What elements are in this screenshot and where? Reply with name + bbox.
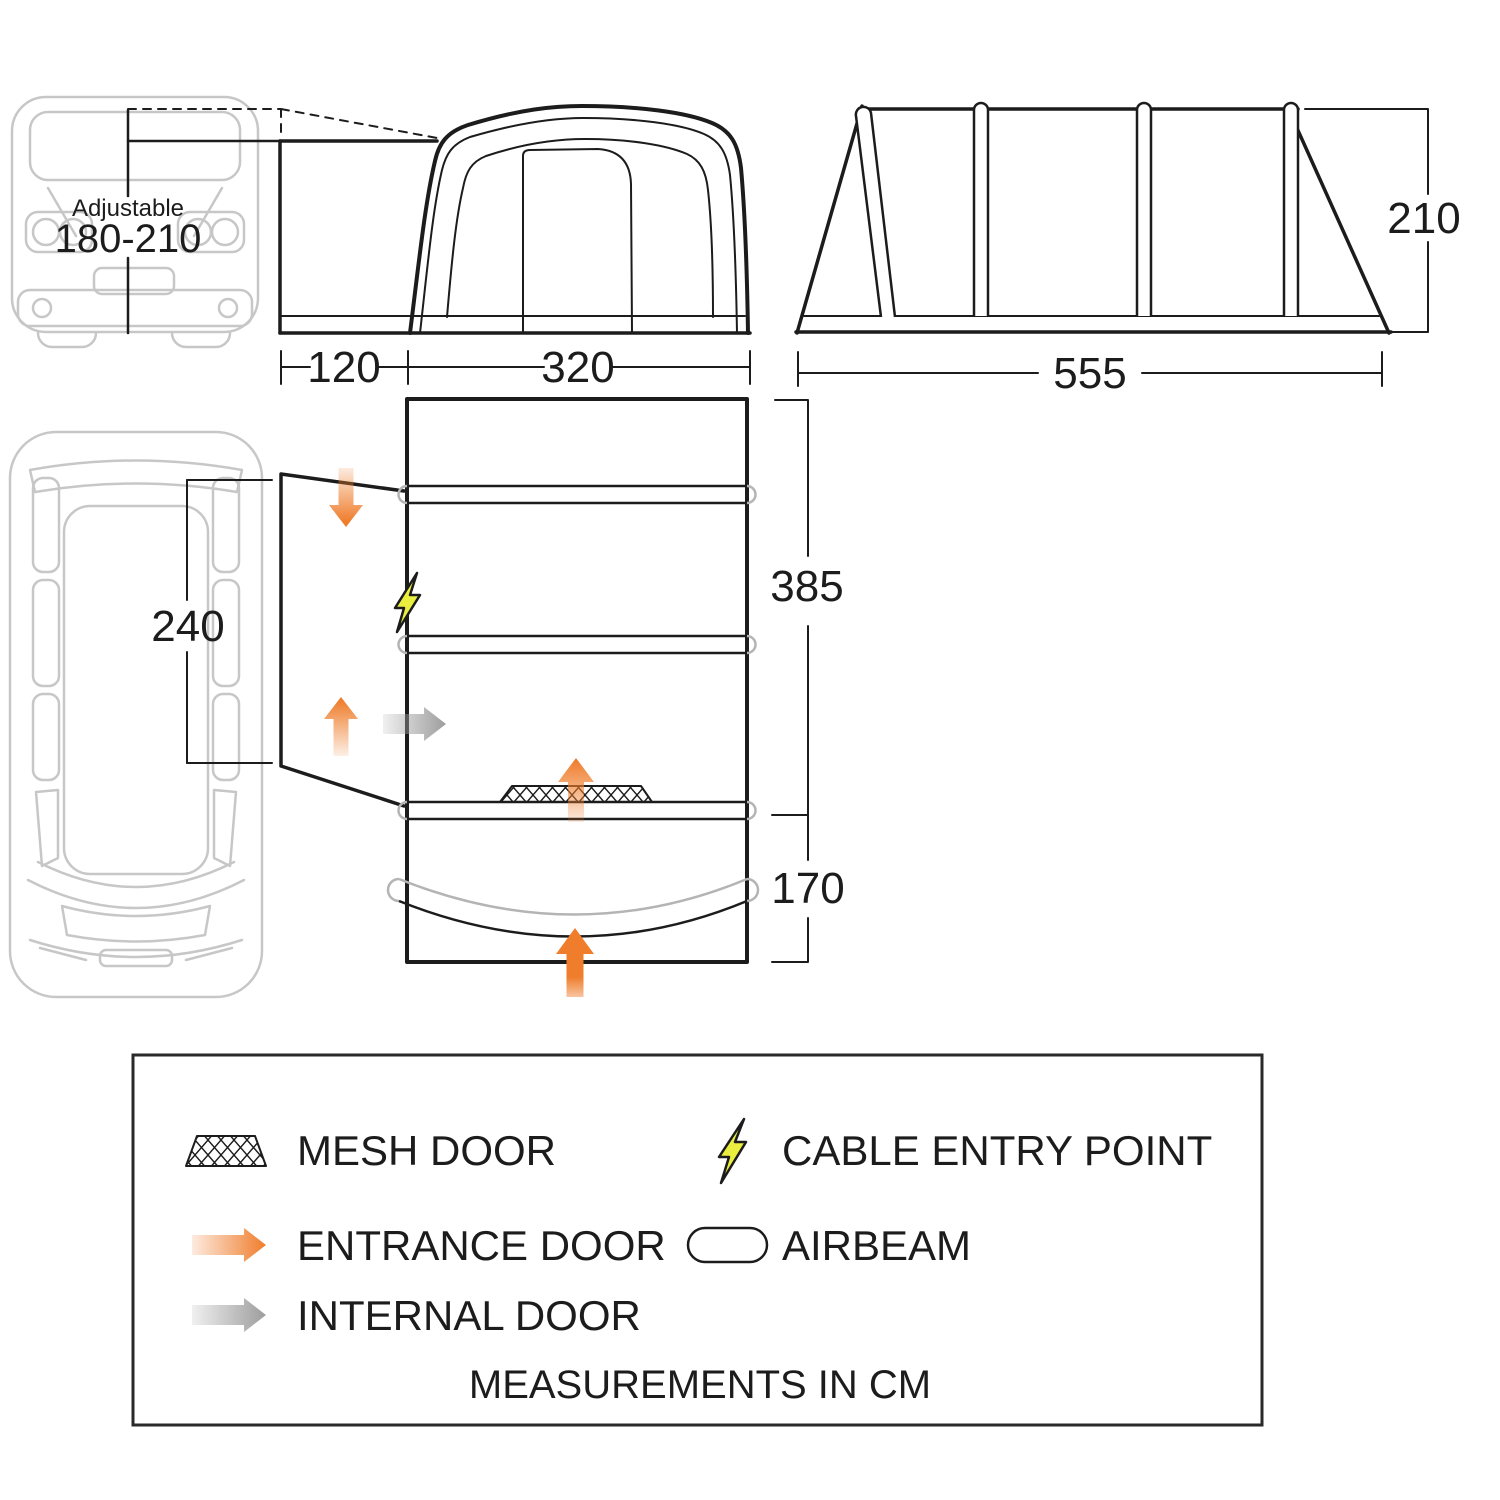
legend-internal-door-label: INTERNAL DOOR [297, 1292, 641, 1339]
dimension-side-length [798, 349, 1382, 398]
airbeam-side-4 [1284, 103, 1298, 316]
legend-airbeam-label: AIRBEAM [782, 1222, 972, 1269]
side-rear-slope [1296, 126, 1389, 333]
legend-entrance-door-label: ENTRANCE DOOR [297, 1222, 666, 1269]
adjustable-range-label: 180-210 [54, 217, 202, 261]
adjustable-label: Adjustable [71, 195, 185, 222]
legend-mesh-door-label: MESH DOOR [297, 1127, 557, 1174]
entrance-door-icon [192, 1228, 266, 1262]
tunnel-plan [281, 474, 404, 806]
legend-box [133, 1055, 1262, 1425]
awning-front-door [523, 149, 632, 332]
van-top-body [10, 432, 262, 997]
dimension-240: 240 [151, 602, 225, 651]
legend-footer: MEASUREMENTS IN CM [468, 1363, 932, 1407]
mesh-door-icon [186, 1136, 266, 1166]
cable-entry-icon [719, 1119, 746, 1183]
entrance-arrow-tunnel-up [324, 697, 358, 756]
dimension-320: 320 [541, 343, 615, 392]
side-front-slope [797, 106, 862, 333]
airbeam-plan-1 [399, 486, 756, 503]
airbeam-side-1 [856, 107, 895, 317]
airbeam-side-3 [1137, 103, 1151, 316]
dimension-555: 555 [1053, 349, 1127, 398]
floor-plan [281, 399, 758, 997]
dimension-plan-depths [770, 400, 844, 962]
legend-cable-entry-label: CABLE ENTRY POINT [782, 1127, 1213, 1174]
dimension-120: 120 [307, 343, 381, 392]
airbeam-icon [688, 1228, 767, 1262]
dimension-side-height [1305, 109, 1461, 332]
awning-front-view [280, 106, 750, 333]
internal-door-icon [192, 1298, 266, 1332]
dimension-front-width [281, 343, 750, 392]
floor-plan-outline [407, 399, 747, 962]
dimension-210: 210 [1387, 194, 1461, 243]
airbeam-plan-2 [399, 636, 756, 653]
dimension-170: 170 [771, 864, 845, 913]
airbeam-plan-curved [388, 879, 758, 937]
airbeam-side-2 [974, 103, 988, 316]
internal-door-arrow-plan [383, 707, 446, 741]
entrance-arrow-tunnel-down [329, 468, 363, 527]
awning-side-view [796, 103, 1391, 333]
awning-innermost-line [447, 139, 713, 317]
dimension-385: 385 [770, 562, 844, 611]
van-top-view [10, 432, 262, 997]
